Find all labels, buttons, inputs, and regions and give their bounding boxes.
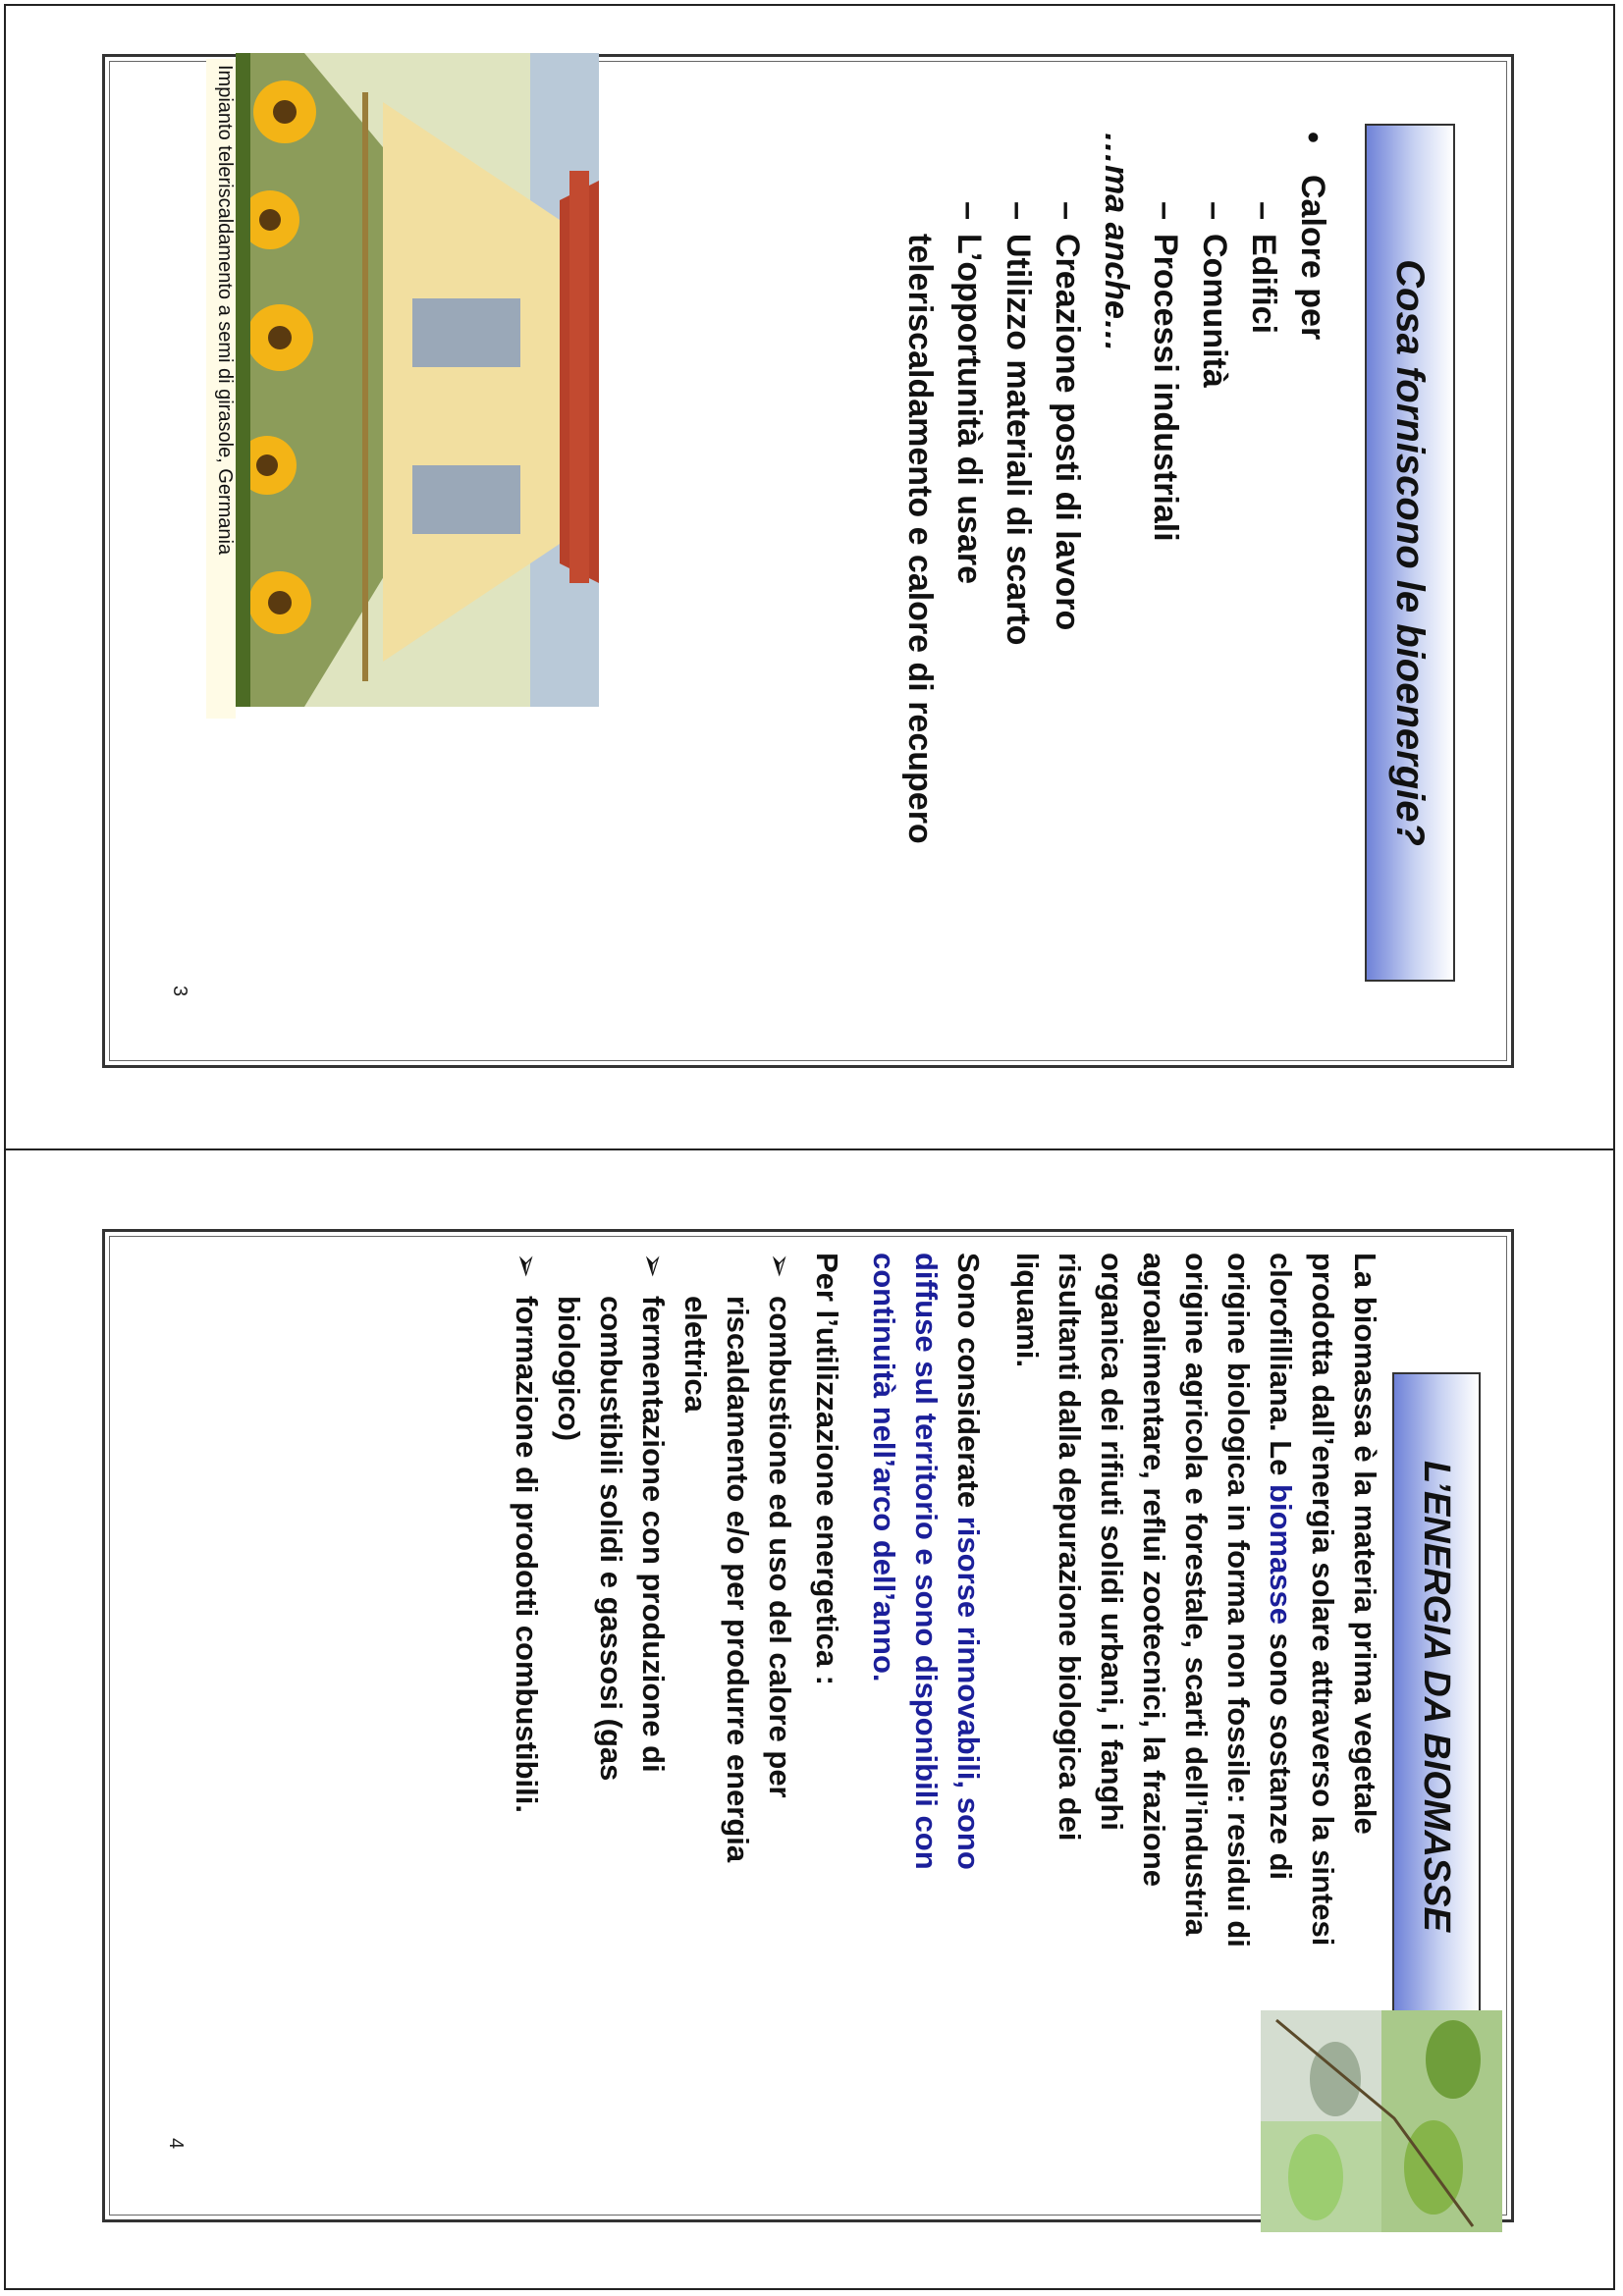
also-label: …ma anche… [1098,132,1135,352]
use-item: ➢ formazione di prodotti combustibili. [506,1253,548,1862]
sub-item: –Processi industriali [1147,201,1184,542]
slide-4-page-number: 4 [165,2138,187,2150]
sub-item: –Edifici [1245,201,1282,335]
bullet-calore: •Calore per [1294,132,1331,341]
also-item: –Creazione posti di lavoro [1049,201,1086,631]
slide-3-title-bar [1365,124,1455,982]
use-item: ➢ combustione ed uso del calore per riscaldamento e/o per produrre energia elettrica [675,1253,801,1862]
photo-caption: Impianto teleriscaldamento a semi di girasole, Germania [206,59,236,719]
slide-4-content [108,1235,1512,2216]
slide-3-content [108,59,1512,1060]
arrow-bullet-icon: ➢ [636,1253,671,1278]
biomasse-highlight: biomasse [1264,1484,1298,1626]
photo-illustration [236,53,599,707]
uses-list [506,1253,801,1862]
slide-3-bullets [895,132,1337,844]
sub-item: –Comunità [1196,201,1233,388]
slide-3-page-number: 3 [169,986,190,997]
renewable-paragraph: Sono considerate risorse rinnovabili, sono diffuse sul territorio e sono disponibili con continuità nell’arco dell’anno. [867,1253,986,1870]
page-divider [4,1148,1615,1150]
slide-3-title: Cosa forniscono le bioenergie? [1388,259,1433,846]
slide-4-title: L’ENERGIA DA BIOMASSE [1416,1461,1458,1932]
use-heading: Per l’utilizzazione energetica : [810,1253,844,1686]
arrow-bullet-icon: ➢ [763,1253,797,1278]
also-item: –Utilizzo materiali di scarto [1000,201,1037,646]
sunflower-plant-photo [236,53,599,707]
intro-paragraph: La biomassa è la materia prima vegetale prodotta dall’energia solare attraverso la sintesi clorofilliana. Le biomasse sono sostanze di origine biologica in forma non fossile: residui di origine agricola e forestale, scarti dell’industria agroalimentare, reflui zootecnici, la frazione organica dei rifiuti solidi urbani, i fanghi risultanti dalla depurazione biologica dei liquami. [1010,1253,1382,1948]
slide-4-title-bar [1392,1372,1481,2020]
arrow-bullet-icon: ➢ [510,1253,544,1278]
also-item-continued: teleriscaldamento e calore di recupero [901,234,939,844]
use-item: ➢ fermentazione con produzione di combustibili solidi e gassosi (gas biologico) [548,1253,675,1862]
also-item: –L’opportunità di usare [950,201,988,585]
